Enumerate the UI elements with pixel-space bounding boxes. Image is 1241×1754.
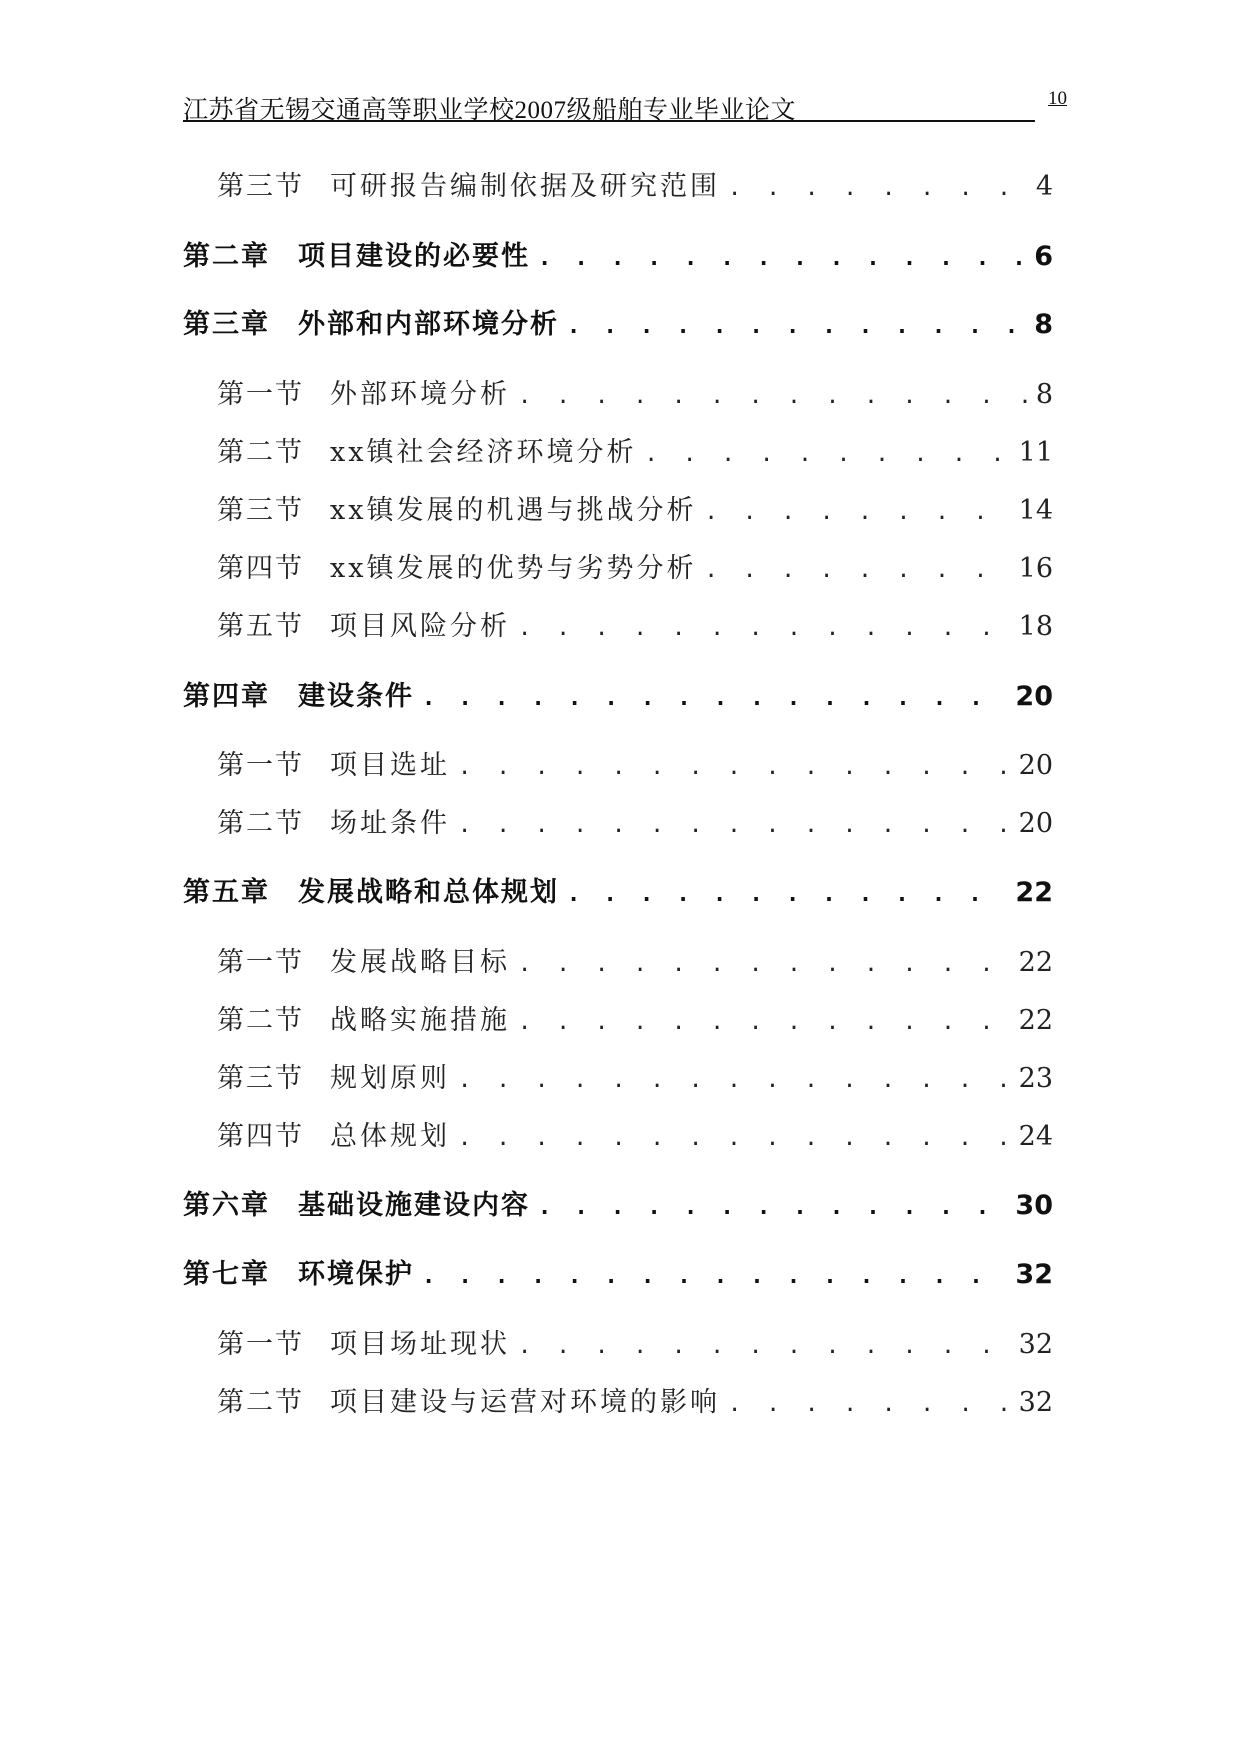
toc-page-number: 20 — [1018, 750, 1053, 781]
toc-label: 第三节 — [217, 1063, 304, 1094]
toc-leader — [458, 1068, 1013, 1093]
toc-entry-chapter[interactable] — [183, 674, 1053, 713]
toc-page-number: 22 — [1015, 877, 1053, 908]
toc-entry-chapter[interactable] — [183, 1252, 1053, 1291]
toc-entry-chapter[interactable] — [183, 1183, 1053, 1222]
toc-title: 项目场址现状 — [330, 1329, 510, 1360]
toc-entry-section[interactable] — [183, 488, 1053, 527]
header-page-number: 10 — [1048, 88, 1067, 109]
toc-page-number: 8 — [1035, 379, 1053, 410]
toc-label: 第二节 — [217, 437, 304, 468]
toc-title: 规划原则 — [330, 1063, 450, 1094]
toc-page-number: 22 — [1018, 1005, 1053, 1036]
toc-title: 外部和内部环境分析 — [298, 309, 559, 340]
toc-title: 环境保护 — [298, 1259, 414, 1290]
toc-page-number: 8 — [1034, 309, 1053, 340]
toc-title: 战略实施措施 — [330, 1005, 510, 1036]
toc-leader — [538, 246, 1028, 271]
toc-entry-section[interactable] — [183, 998, 1053, 1037]
toc-title: 可研报告编制依据及研究范围 — [330, 171, 720, 202]
toc-page-number: 14 — [1018, 495, 1053, 526]
toc-title: xx镇发展的机遇与挑战分析 — [330, 495, 697, 526]
toc-entry-section[interactable] — [183, 1322, 1053, 1361]
toc-entry-section[interactable] — [183, 1114, 1053, 1153]
toc-entry-section[interactable] — [183, 801, 1053, 840]
toc-title: 项目风险分析 — [330, 611, 510, 642]
toc-leader — [422, 686, 1009, 711]
toc-label: 第七章 — [183, 1259, 270, 1290]
toc-label: 第五章 — [183, 877, 270, 908]
toc-label: 第五节 — [217, 611, 304, 642]
toc-leader — [704, 500, 1012, 525]
header-title: 江苏省无锡交通高等职业学校2007级船舶专业毕业论文 — [183, 97, 797, 124]
header-rule — [183, 120, 1035, 122]
toc-label: 第六章 — [183, 1190, 270, 1221]
toc-title: 基础设施建设内容 — [298, 1190, 530, 1221]
toc-title: 总体规划 — [330, 1121, 450, 1152]
toc-page-number: 32 — [1018, 1387, 1053, 1418]
toc-title: 建设条件 — [298, 681, 414, 712]
toc-label: 第一节 — [217, 947, 304, 978]
toc-entry-chapter[interactable] — [183, 234, 1053, 273]
toc-page-number: 18 — [1018, 611, 1053, 642]
toc-page-number: 11 — [1018, 437, 1053, 468]
toc-entry-section[interactable] — [183, 430, 1053, 469]
toc-title: xx镇社会经济环境分析 — [330, 437, 637, 468]
toc-entry-section[interactable] — [183, 372, 1053, 411]
toc-page-number: 4 — [1035, 171, 1053, 202]
toc-entry-section[interactable] — [183, 940, 1053, 979]
toc-title: 项目建设的必要性 — [298, 241, 530, 272]
toc-leader — [538, 1195, 1009, 1220]
running-header — [183, 84, 1067, 124]
toc-label: 第一节 — [217, 1329, 304, 1360]
toc-leader — [567, 882, 1009, 907]
toc-leader — [518, 1334, 1013, 1359]
toc-page-number: 32 — [1018, 1329, 1053, 1360]
toc-page-number: 22 — [1018, 947, 1053, 978]
toc-leader — [644, 442, 1012, 467]
toc-title: xx镇发展的优势与劣势分析 — [330, 553, 697, 584]
toc-leader — [704, 558, 1012, 583]
toc-leader — [728, 176, 1029, 201]
toc-leader — [458, 1126, 1013, 1151]
toc-leader — [518, 1010, 1013, 1035]
toc-entry-section[interactable] — [183, 164, 1053, 203]
toc-label: 第四节 — [217, 1121, 304, 1152]
toc-label: 第一节 — [217, 379, 304, 410]
toc-title: 项目选址 — [330, 750, 450, 781]
toc-title: 场址条件 — [330, 808, 450, 839]
toc-label: 第三节 — [217, 495, 304, 526]
toc-page-number: 23 — [1018, 1063, 1053, 1094]
toc-entry-chapter[interactable] — [183, 302, 1053, 341]
toc-entry-section[interactable] — [183, 604, 1053, 643]
toc-entry-section[interactable] — [183, 743, 1053, 782]
toc-title: 外部环境分析 — [330, 379, 510, 410]
toc-leader — [518, 952, 1013, 977]
toc-page-number: 20 — [1018, 808, 1053, 839]
toc-page-number: 30 — [1015, 1190, 1053, 1221]
toc-label: 第四章 — [183, 681, 270, 712]
toc-leader — [518, 384, 1029, 409]
toc-page-number: 20 — [1015, 681, 1053, 712]
toc-title: 发展战略和总体规划 — [298, 877, 559, 908]
toc-page-number: 16 — [1018, 553, 1053, 584]
toc-leader — [458, 755, 1013, 780]
toc-leader — [567, 314, 1028, 339]
toc-label: 第二节 — [217, 808, 304, 839]
toc-leader — [458, 813, 1013, 838]
toc-label: 第二节 — [217, 1005, 304, 1036]
toc-label: 第三节 — [217, 171, 304, 202]
toc-entry-chapter[interactable] — [183, 870, 1053, 909]
toc-entry-section[interactable] — [183, 1056, 1053, 1095]
toc-title: 项目建设与运营对环境的影响 — [330, 1387, 720, 1418]
toc-title: 发展战略目标 — [330, 947, 510, 978]
toc-leader — [728, 1392, 1013, 1417]
toc-page-number: 32 — [1015, 1259, 1053, 1290]
toc-leader — [518, 616, 1013, 641]
toc-entry-section[interactable] — [183, 546, 1053, 585]
toc-label: 第二章 — [183, 241, 270, 272]
toc-page-number: 6 — [1034, 241, 1053, 272]
toc-leader — [422, 1264, 1009, 1289]
toc-label: 第一节 — [217, 750, 304, 781]
toc-label: 第二节 — [217, 1387, 304, 1418]
toc-entry-section[interactable] — [183, 1380, 1053, 1419]
toc-page-number: 24 — [1018, 1121, 1053, 1152]
toc-label: 第四节 — [217, 553, 304, 584]
toc-label: 第三章 — [183, 309, 270, 340]
